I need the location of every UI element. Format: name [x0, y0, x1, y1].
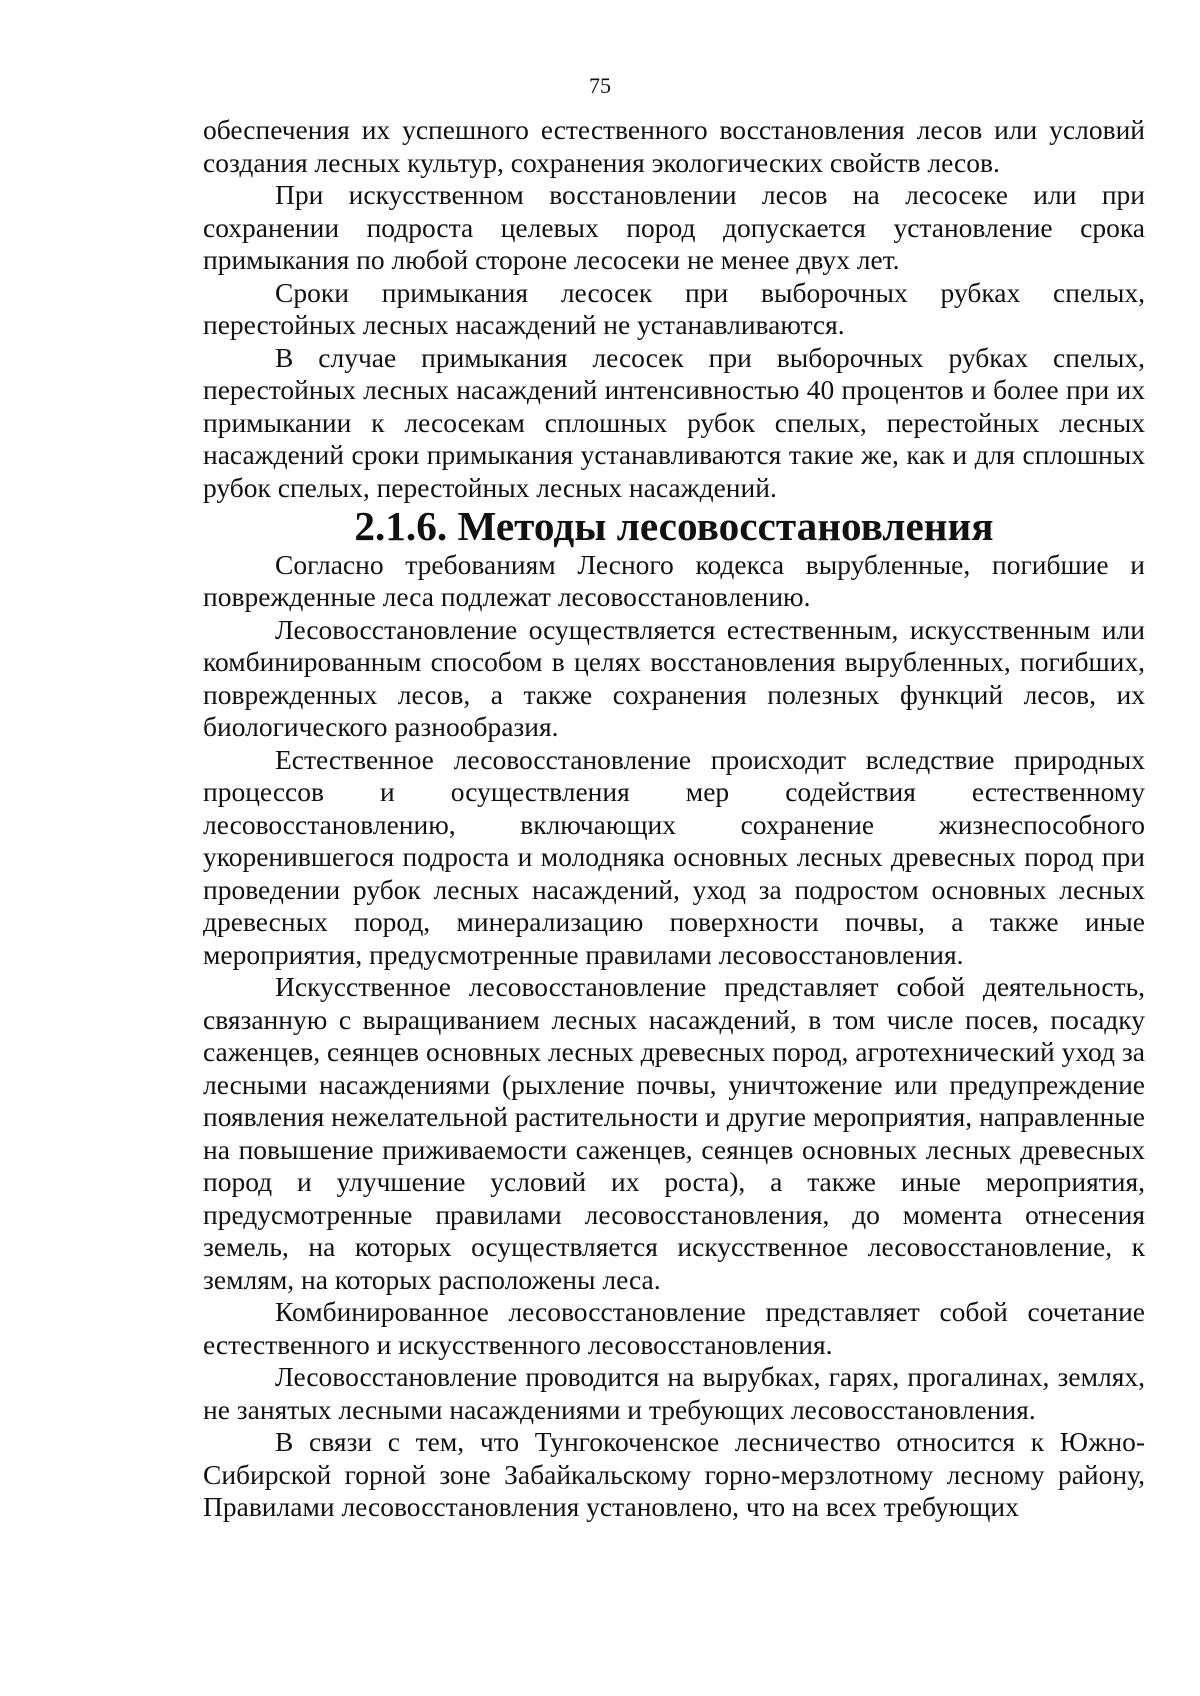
paragraph-combined-restoration: Комбинированное лесовосстановление представляет собой сочетание естественного и искусственного лесовосстановления. — [203, 1296, 1145, 1360]
paragraph-artificial-restoration-adjacency: При искусственном восстановлении лесов на лесосеке или при сохранении подроста целевых пород допускается установление срока примыкания по любой стороне лесосеки не менее двух лет. — [203, 179, 1145, 275]
paragraph-tungokochen-forestry: В связи с тем, что Тунгокоченское лесничество относится к Южно-Сибирской горной зоне Забайкальскому горно-мерзлотному лесному району, Правилами лесовосстановления установлено, что на всех требующих — [203, 1426, 1145, 1522]
paragraph-forest-code: Согласно требованиям Лесного кодекса вырубленные, погибшие и поврежденные леса подлежат лесовосстановлению. — [203, 548, 1145, 612]
paragraph-natural-restoration: Естественное лесовосстановление происходит вследствие природных процессов и осуществления мер содействия естественному лесовосстановлению, включающих сохранение жизнеспособного укоренившегося подроста и молодняка основных лесных древесных пород при проведении рубок лесных насаждений, уход за подростом основных лесных древесных пород, минерализацию поверхности почвы, а также иные мероприятия, предусмотренные правилами лесовосстановления. — [203, 743, 1145, 970]
paragraph-selective-cutting-terms: Сроки примыкания лесосек при выборочных рубках спелых, перестойных лесных насаждений не устанавливаются. — [203, 276, 1145, 340]
section-heading: 2.1.6. Методы лесовосстановления — [354, 503, 994, 549]
paragraph-restoration-locations: Лесовосстановление проводится на вырубках, гарях, прогалинах, землях, не занятых лесными насаждениями и требующих лесовосстановления. — [203, 1361, 1145, 1425]
document-body — [203, 114, 1145, 1524]
paragraph-adjacency-intensity: В случае примыкания лесосек при выборочных рубках спелых, перестойных лесных насаждений интенсивностью 40 процентов и более при их примыкании к лесосекам сплошных рубок спелых, перестойных лесных насаждений сроки примыкания устанавливаются такие же, как и для сплошных рубок спелых, перестойных лесных насаждений. — [203, 341, 1145, 503]
paragraph-artificial-restoration: Искусственное лесовосстановление представляет собой деятельность, связанную с выращиванием лесных насаждений, в том числе посев, посадку саженцев, сеянцев основных лесных древесных пород, агротехнический уход за лесными насаждениями (рыхление почвы, уничтожение или предупреждение появления нежелательной растительности и другие мероприятия, направленные на повышение приживаемости саженцев, сеянцев основных лесных древесных пород и улучшение условий их роста), а также иные мероприятия, предусмотренные правилами лесовосстановления, до момента отнесения земель, на которых осуществляется искусственное лесовосстановление, к землям, на которых расположены леса. — [203, 971, 1145, 1295]
paragraph-continuation: обеспечения их успешного естественного восстановления лесов или условий создания лесных культур, сохранения экологических свойств лесов. — [203, 114, 1145, 178]
paragraph-restoration-methods: Лесовосстановление осуществляется естественным, искусственным или комбинированным способом в целях восстановления вырубленных, погибших, поврежденных лесов, а также сохранения полезных функций лесов, их биологического разнообразия. — [203, 613, 1145, 742]
page-number: 75 — [589, 73, 611, 98]
